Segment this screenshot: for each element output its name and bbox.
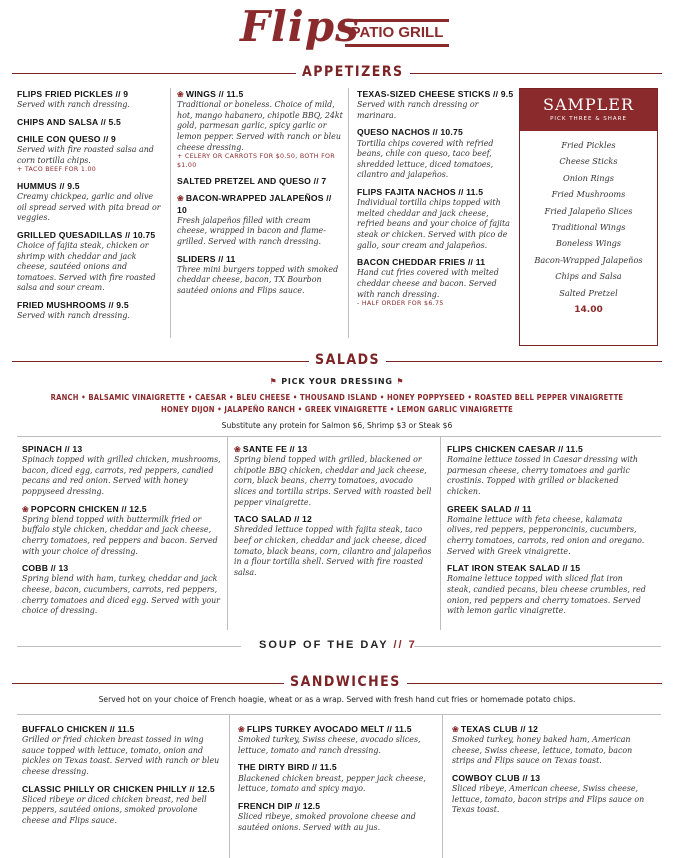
divider <box>17 714 661 715</box>
menu-item <box>22 784 222 827</box>
sampler-item: Chips and Salsa <box>555 271 622 282</box>
appetizers-column-2 <box>177 89 343 303</box>
menu-item <box>22 724 222 778</box>
menu-item-name <box>357 127 515 138</box>
menu-item-name <box>238 724 434 735</box>
menu-item-name <box>452 724 648 735</box>
menu-item-name <box>22 444 222 455</box>
brand-logo: Flips <box>240 2 360 51</box>
appetizers-column-1 <box>17 89 165 328</box>
sampler-header <box>520 89 657 131</box>
sampler-box <box>519 88 658 346</box>
menu-item <box>17 89 165 111</box>
menu-item-title: THE DIRTY BIRD // 11.5 <box>238 762 337 773</box>
sandwiches-column-3 <box>452 724 648 822</box>
menu-item-title: SLIDERS // 11 <box>177 253 236 264</box>
menu-item-title: CLASSIC PHILLY OR CHICKEN PHILLY // 12.5 <box>22 783 215 794</box>
sampler-item: Fried Jalapeño Slices <box>544 205 633 216</box>
menu-item-title: BUFFALO CHICKEN // 11.5 <box>22 724 135 734</box>
pepper-icon: ❀ <box>177 90 184 99</box>
menu-item-name <box>357 187 515 198</box>
menu-item-name <box>177 176 343 187</box>
substitute-note: Substitute any protein for Salmon $6, Shrimp $3 or Steak $6 <box>221 421 453 430</box>
menu-item <box>357 257 515 308</box>
dressing-prompt <box>0 377 674 386</box>
soup-label: SOUP OF THE DAY <box>259 639 389 651</box>
salads-column-2 <box>234 444 434 584</box>
menu-item <box>177 89 343 170</box>
menu-item-title: SANTE FE // 13 <box>242 444 308 454</box>
menu-item-title: FLAT IRON STEAK SALAD // 15 <box>447 563 581 574</box>
salads-heading: SALADS <box>309 352 386 368</box>
menu-item <box>357 187 515 251</box>
menu-item <box>17 181 165 224</box>
menu-item-description: Spinach topped with grilled chicken, mushrooms, bacon, diced egg, carrots, red peppers, candied pecans and red onion. Served with honey poppyseed dressing. <box>22 455 221 496</box>
sandwiches-heading: SANDWICHES <box>284 674 407 690</box>
menu-item-title: FLIPS TURKEY AVOCADO MELT // 11.5 <box>246 724 412 734</box>
menu-item-description: Spring blend topped with grilled, blackened or chipotle BBQ chicken, cheddar and jack cheese, corn, black beans, cherry tomatoes, avocado slices and tortilla strips. Served with roasted bell pepper vinaigrette. <box>234 455 432 507</box>
menu-item <box>238 724 434 756</box>
menu-item-title: FRIED MUSHROOMS // 9.5 <box>17 300 129 311</box>
menu-item-description: Blackened chicken breast, pepper jack cheese, lettuce, tomato and spicy mayo. <box>238 773 426 794</box>
menu-item-title: FLIPS FRIED PICKLES // 9 <box>17 89 129 99</box>
sandwiches-intro: Served hot on your choice of French hoagie, wheat or as a wrap. Served with fresh hand cut fries or homemade potato chips. <box>98 695 576 704</box>
sampler-item: Fried Pickles <box>561 140 616 150</box>
pepper-icon: ⚑ <box>396 377 405 386</box>
pepper-icon: ❀ <box>238 725 245 734</box>
menu-item-name <box>22 563 222 574</box>
menu-item-title: POPCORN CHICKEN // 12.5 <box>30 503 147 514</box>
menu-item-name <box>177 193 343 215</box>
menu-item-description: Served with ranch dressing. <box>17 311 130 321</box>
menu-item <box>17 117 165 128</box>
menu-item-name <box>17 117 165 128</box>
menu-item-title: FLIPS FAJITA NACHOS // 11.5 <box>357 186 484 197</box>
menu-item-description: Tortilla chips covered with refried beans, chile con queso, taco beef, shredded lettuce, diced tomatoes, cilantro and jalapeños. <box>357 138 494 180</box>
menu-item <box>452 724 648 767</box>
menu-item-description: Sliced ribeye or diced chicken breast, red bell peppers, sautéed onions, smoked provolone cheese and Flips sauce. <box>22 794 207 825</box>
menu-item-title: CHILE CON QUESO // 9 <box>17 134 117 144</box>
menu-item <box>17 230 165 294</box>
menu-item-title: TACO SALAD // 12 <box>234 514 313 525</box>
menu-item-description: Romaine lettuce tossed in Caesar dressing with parmesan cheese, cherry tomatoes and garlic crostinis. Topped with grilled or blackened chicken. <box>447 455 638 496</box>
sampler-item: Bacon-Wrapped Jalapeños <box>534 254 643 265</box>
pepper-icon: ❀ <box>234 445 241 454</box>
menu-item-note: + TACO BEEF FOR 1.00 <box>17 166 97 174</box>
menu-item-name <box>357 89 515 100</box>
pepper-icon: ❀ <box>22 504 29 514</box>
menu-item <box>177 176 343 187</box>
menu-item-name <box>17 300 165 311</box>
sampler-list <box>520 137 657 301</box>
menu-item-description: Grilled or fried chicken breast tossed in wing sauce topped with lettuce, tomato, onion and pickles on Texas toast. Served with ranch or bleu cheese dressing. <box>22 735 220 776</box>
brand-subtitle: PATIO GRILL <box>345 19 449 47</box>
menu-item <box>447 563 647 617</box>
sampler-item: Fried Mushrooms <box>551 189 626 200</box>
menu-item-title: SPINACH // 13 <box>22 444 83 454</box>
menu-item-name <box>447 504 647 515</box>
menu-item <box>447 444 647 498</box>
menu-item-description: Smoked turkey, Swiss cheese, avocado slices, lettuce, tomato and ranch dressing. <box>238 735 421 755</box>
menu-item-description: Served with ranch dressing. <box>17 100 130 110</box>
menu-item-name <box>17 181 165 192</box>
divider <box>348 88 349 338</box>
menu-item-name <box>17 89 165 100</box>
menu-item-title: GREEK SALAD // 11 <box>447 503 532 514</box>
menu-item-name <box>22 784 222 795</box>
menu-item-name <box>177 89 343 100</box>
menu-item-description: Spring blend with ham, turkey, cheddar and jack cheese, bacon, cucumbers, carrots, red peppers, cherry tomatoes and diced egg. Served with your choice of dressing. <box>22 574 220 616</box>
menu-item-description: Three mini burgers topped with smoked cheddar cheese, bacon, TX Bourbon sautéed onions and Flips sauce. <box>177 264 339 295</box>
menu-item-title: FRENCH DIP // 12.5 <box>238 800 321 811</box>
menu-item-description: Creamy chickpea, garlic and olive oil spread served with pita bread or veggies. <box>17 192 161 223</box>
menu-item-title: CHIPS AND SALSA // 5.5 <box>17 116 122 127</box>
pepper-icon: ❀ <box>452 725 459 734</box>
sampler-item: Onion Rings <box>563 172 614 183</box>
menu-item-title: QUESO NACHOS // 10.75 <box>357 127 463 138</box>
sampler-item: Boneless Wings <box>555 238 622 249</box>
sampler-price: 14.00 <box>574 305 603 316</box>
menu-item-name <box>234 444 434 455</box>
menu-item-name <box>447 444 647 455</box>
menu-item-name <box>177 254 343 265</box>
salads-column-1 <box>22 444 222 623</box>
menu-item <box>452 773 648 816</box>
menu-item-title: WINGS // 11.5 <box>185 89 244 99</box>
menu-item-description: Individual tortilla chips topped with melted cheddar and jack cheese, refried beans and your choice of fajita steak or chicken. Served with pico de gallo, sour cream and jalapeños. <box>357 198 510 250</box>
menu-item-description: Sliced ribeye, smoked provolone cheese and sautéed onions. Served with au jus. <box>238 811 416 832</box>
menu-item-name <box>357 257 515 268</box>
menu-item-description: Smoked turkey, honey baked ham, American cheese, Swiss cheese, lettuce, tomato, bacon strips and Flips sauce on Texas toast. <box>452 735 633 766</box>
sampler-item: Cheese Sticks <box>559 156 618 167</box>
menu-item-title: COBB // 13 <box>22 563 69 574</box>
menu-item <box>22 504 222 558</box>
menu-item-description: Spring blend topped with buttermilk fried or buffalo style chicken, cheddar and jack cheese, cherry tomatoes, red peppers and bacon. Served with your choice of dressing. <box>22 514 218 556</box>
menu-item-description: Shredded lettuce topped with fajita steak, taco beef or chicken, cheddar and jack cheese, diced tomato, black beans, corn, cilantro and jalapeños in a flour tortilla shell. Served with fire roasted salsa. <box>234 525 432 577</box>
menu-item <box>234 514 434 578</box>
menu-item-description: Hand cut fries covered with melted cheddar cheese and bacon. Served with ranch dressing. <box>357 268 499 299</box>
menu-item-description: Sliced ribeye, American cheese, Swiss cheese, lettuce, tomato, bacon strips and Flips sauce on Texas toast. <box>452 784 645 815</box>
divider <box>229 715 230 858</box>
menu-item <box>17 300 165 322</box>
dressings-line-1: RANCH • BALSAMIC VINAIGRETTE • CAESAR • BLEU CHEESE • THOUSAND ISLAND • HONEY POPPYSEED • ROASTED BELL PEPPER VINAIGRETTE <box>50 393 624 402</box>
menu-item-title: TEXAS CLUB // 12 <box>460 724 539 734</box>
salads-column-3 <box>447 444 647 623</box>
menu-item-title: BACON CHEDDAR FRIES // 11 <box>357 257 486 268</box>
menu-item <box>22 444 222 498</box>
menu-item <box>22 563 222 617</box>
divider <box>414 646 661 647</box>
divider <box>440 437 441 630</box>
menu-item-name <box>238 801 434 812</box>
menu-item-note: + CELERY OR CARROTS FOR $0.50, BOTH FOR $1.00 <box>177 153 335 169</box>
divider <box>17 646 241 647</box>
sandwiches-column-1 <box>22 724 222 833</box>
soup-price: // 7 <box>393 639 417 651</box>
menu-item-title: SALTED PRETZEL AND QUESO // 7 <box>177 176 327 187</box>
menu-item-name <box>238 762 434 773</box>
dressings-line-2: HONEY DIJON • JALAPEÑO RANCH • GREEK VINAIGRETTE • LEMON GARLIC VINAIGRETTE <box>160 405 514 414</box>
menu-item-description: Served with ranch dressing or marinara. <box>357 100 479 120</box>
divider <box>442 715 443 858</box>
menu-item-name <box>234 514 434 525</box>
menu-item <box>447 504 647 558</box>
menu-item-description: Served with fire roasted salsa and corn tortilla chips. <box>17 145 154 165</box>
menu-item-name <box>22 724 222 735</box>
menu-item-title: HUMMUS // 9.5 <box>17 180 80 191</box>
sampler-item: Traditional Wings <box>551 222 626 233</box>
menu-item-title: TEXAS-SIZED CHEESE STICKS // 9.5 <box>357 89 514 99</box>
menu-item-name <box>17 134 165 145</box>
menu-item-title: BACON-WRAPPED JALAPEÑOS // 10 <box>177 193 332 215</box>
menu-item-name <box>447 563 647 574</box>
menu-item-description: Choice of fajita steak, chicken or shrimp with cheddar and jack cheese, sautéed onions and tomatoes. Served with fire roasted salsa and sour cream. <box>17 241 156 293</box>
sampler-title: SAMPLER <box>542 95 634 114</box>
menu-item-description: Traditional or boneless. Choice of mild, hot, mango habanero, chipotle BBQ, 24kt gold, parmesan garlic, spicy garlic or lemon pepper. Served with ranch or bleu cheese dressing. <box>177 100 343 152</box>
divider <box>227 437 228 630</box>
menu-item-description: Fresh jalapeños filled with cream cheese, wrapped in bacon and flame-grilled. Served with ranch dressing. <box>177 215 326 246</box>
menu-item <box>177 193 343 247</box>
sandwiches-column-2 <box>238 724 434 839</box>
pick-dressing-label: PICK YOUR DRESSING <box>281 377 393 386</box>
appetizers-heading: APPETIZERS <box>296 64 410 80</box>
menu-item <box>238 801 434 833</box>
menu-item-description: Romaine lettuce topped with sliced flat iron steak, candied pecans, bleu cheese crumbles, red onion, red peppers and cherry tomatoes. Served with lemon garlic vinaigrette. <box>447 574 646 616</box>
menu-item-title: GRILLED QUESADILLAS // 10.75 <box>17 229 156 240</box>
menu-item <box>234 444 434 508</box>
sampler-item: Salted Pretzel <box>559 287 618 298</box>
menu-item-note: - HALF ORDER FOR $6.75 <box>357 300 444 308</box>
menu-item-title: COWBOY CLUB // 13 <box>452 772 541 783</box>
divider <box>170 88 171 338</box>
menu-item-name <box>452 773 648 784</box>
menu-item <box>357 127 515 181</box>
menu-item <box>177 254 343 297</box>
pepper-icon: ⚑ <box>269 377 278 386</box>
sampler-subtitle: PICK THREE & SHARE <box>550 116 627 122</box>
menu-item <box>17 134 165 175</box>
menu-item-title: FLIPS CHICKEN CAESAR // 11.5 <box>447 444 583 454</box>
menu-item <box>238 762 434 794</box>
menu-item <box>357 89 515 121</box>
menu-item-name <box>22 504 222 515</box>
soup-of-the-day <box>259 639 417 651</box>
pepper-icon: ❀ <box>177 194 184 204</box>
menu-item-description: Romaine lettuce with feta cheese, kalamata olives, red peppers, pepperoncinis, cucumbers, cherry tomatoes, carrots, red onion and oregano. Served with Greek vinaigrette. <box>447 514 645 556</box>
appetizers-column-3 <box>357 89 515 315</box>
divider <box>17 436 661 437</box>
menu-item-name <box>17 230 165 241</box>
